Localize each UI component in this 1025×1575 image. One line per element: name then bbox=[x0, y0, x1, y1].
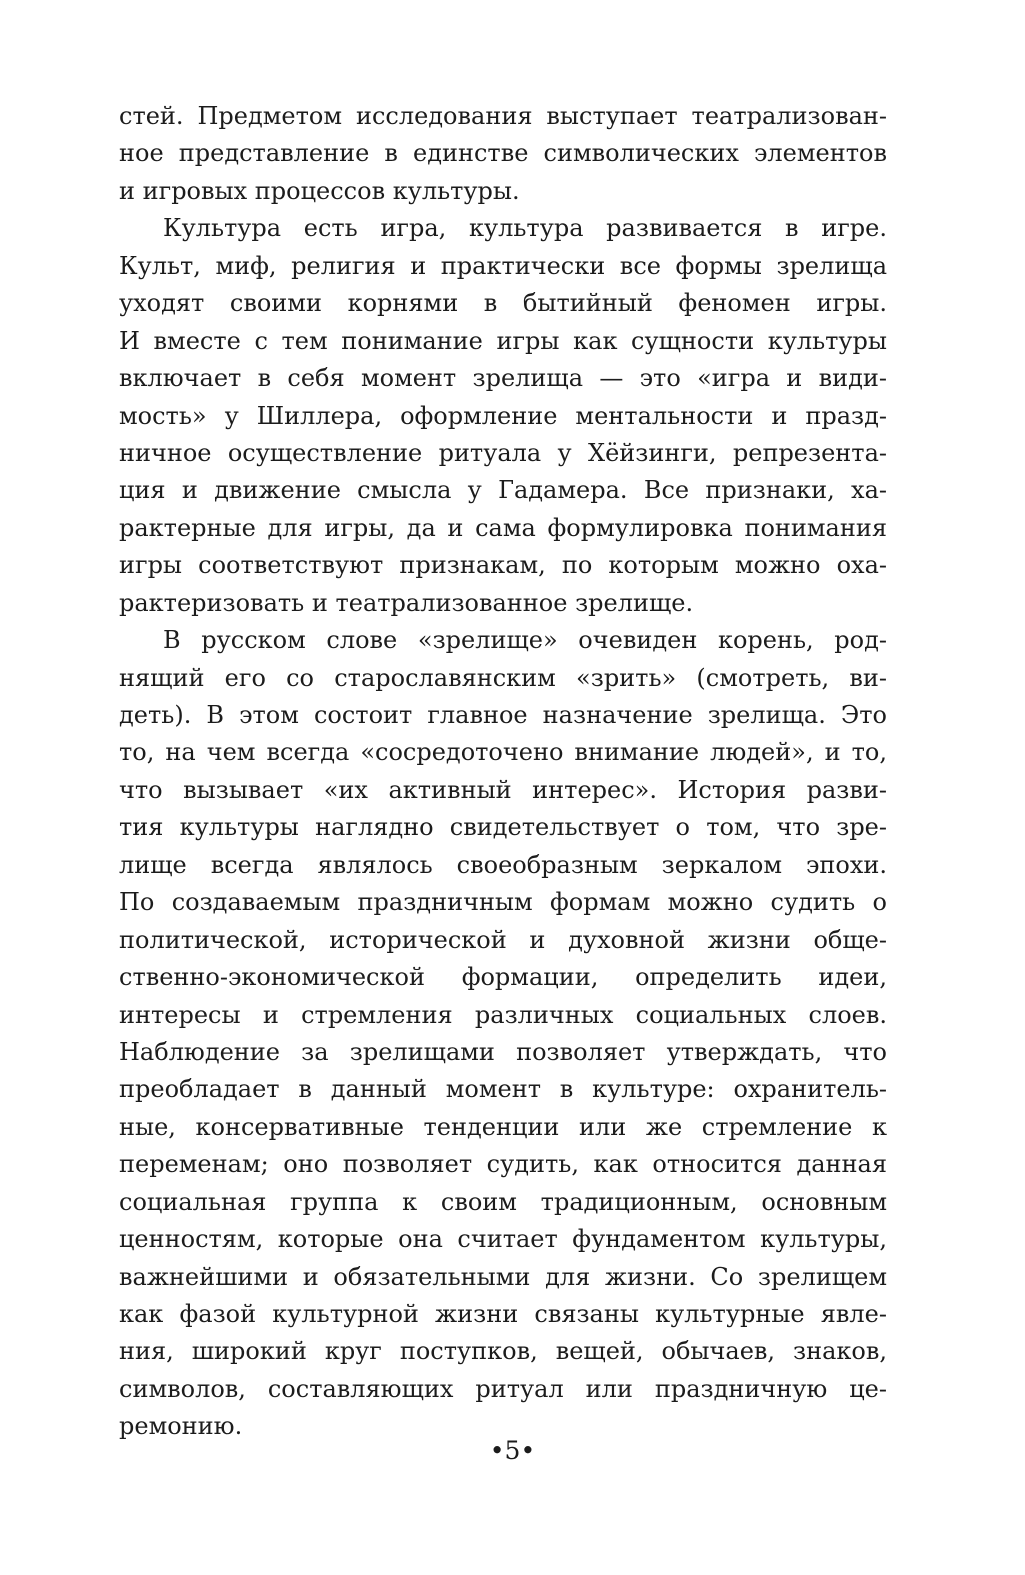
text-line: стей. Предметом исследования выступает театрализован- bbox=[119, 102, 887, 130]
text-line: Культ, миф, религия и практически все формы зрелища bbox=[119, 251, 887, 280]
text-line: Культура есть игра, культура развивается в игре. bbox=[163, 214, 887, 243]
text-line: ные, консервативные тенденции или же стремление к bbox=[119, 1112, 887, 1141]
text-line: переменам; оно позволяет судить, как относится данная bbox=[119, 1150, 887, 1179]
text-line: ственно-экономической формации, определить идеи, bbox=[119, 963, 887, 992]
text-line: социальная группа к своим традиционным, основным bbox=[119, 1187, 887, 1216]
text-line: тия культуры наглядно свидетельствует о том, что зре- bbox=[119, 813, 887, 842]
text-line: ремонию. bbox=[119, 1412, 243, 1441]
text-line: включает в себя момент зрелища — это «игра и види- bbox=[119, 364, 887, 393]
text-line: Наблюдение за зрелищами позволяет утверждать, что bbox=[119, 1037, 887, 1066]
text-line: уходят своими корнями в бытийный феномен игры. bbox=[119, 289, 887, 318]
text-line: политической, исторической и духовной жизни обще- bbox=[119, 925, 887, 954]
text-line: ция и движение смысла у Гадамера. Все признаки, ха- bbox=[119, 476, 887, 505]
text-line: лище всегда являлось своеобразным зеркалом эпохи. bbox=[119, 850, 887, 879]
text-line: мость» у Шиллера, оформление ментальности и празд- bbox=[119, 401, 887, 430]
text-line: нящий его со старославянским «зрить» (смотреть, ви- bbox=[119, 663, 887, 692]
text-line: символов, составляющих ритуал или праздничную це- bbox=[119, 1374, 887, 1403]
text-line: важнейшими и обязательными для жизни. Со зрелищем bbox=[119, 1262, 887, 1291]
text-line: И вместе с тем понимание игры как сущности культуры bbox=[119, 326, 887, 355]
text-line: деть). В этом состоит главное назначение зрелища. Это bbox=[119, 701, 887, 729]
text-line: рактерные для игры, да и сама формулировка понимания bbox=[119, 513, 887, 542]
text-line: преобладает в данный момент в культуре: охранитель- bbox=[119, 1075, 887, 1104]
text-line: и игровых процессов культуры. bbox=[119, 176, 520, 205]
body-text bbox=[119, 98, 887, 1446]
text-line: По создаваемым праздничным формам можно судить о bbox=[119, 888, 887, 917]
text-line: ценностям, которые она считает фундаментом культуры, bbox=[119, 1225, 887, 1254]
text-line: что вызывает «их активный интерес». История разви- bbox=[119, 775, 887, 804]
text-line: рактеризовать и театрализованное зрелище. bbox=[119, 588, 694, 617]
text-line: то, на чем всегда «сосредоточено внимание людей», и то, bbox=[119, 738, 887, 767]
page-number: •5• bbox=[489, 1436, 536, 1465]
text-line: ния, широкий круг поступков, вещей, обычаев, знаков, bbox=[119, 1337, 887, 1366]
text-line: ничное осуществление ритуала у Хёйзинги, репрезента- bbox=[119, 438, 887, 467]
text-line: ное представление в единстве символических элементов bbox=[119, 139, 887, 168]
text-line: игры соответствуют признакам, по которым можно оха- bbox=[119, 551, 887, 580]
text-line: как фазой культурной жизни связаны культурные явле- bbox=[119, 1300, 887, 1328]
text-line: интересы и стремления различных социальных слоев. bbox=[119, 1000, 887, 1029]
text-line: В русском слове «зрелище» очевиден корень, род- bbox=[163, 626, 887, 655]
